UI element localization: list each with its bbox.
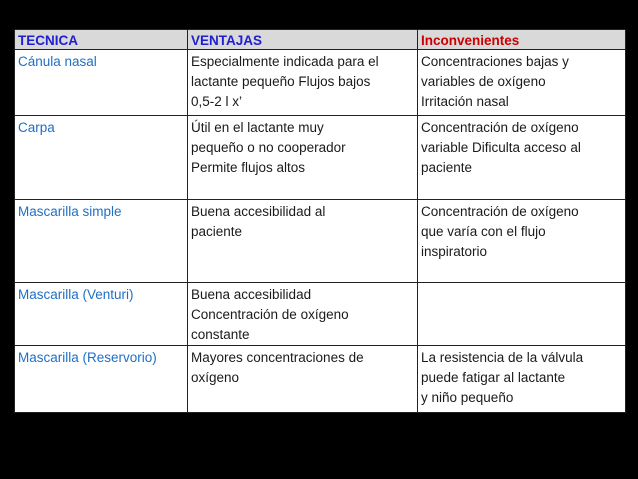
ventajas-line: paciente [191,224,243,239]
cell-tecnica: Carpa [15,116,188,200]
cell-inconvenientes [418,346,626,413]
table-row [15,50,626,116]
inconvenientes-line: puede fatigar al lactante [421,370,566,385]
cell-tecnica: Mascarilla (Reservorio) [15,346,188,413]
inconvenientes-line: Concentración de oxígeno [421,204,579,219]
ventajas-line: lactante pequeño Flujos bajos [191,74,371,89]
ventajas-line: Buena accesibilidad al [191,204,326,219]
table-row [15,200,626,283]
inconvenientes-line: paciente [421,160,473,175]
cell-tecnica: Mascarilla (Venturi) [15,283,188,346]
ventajas-line: Buena accesibilidad [191,287,312,302]
header-tecnica: TECNICA [15,30,188,50]
inconvenientes-line: Irritación nasal [421,94,509,109]
table-row [15,116,626,200]
inconvenientes-line: variable Dificulta acceso al [421,140,581,155]
header-inconvenientes: Inconvenientes [418,30,626,50]
header-ventajas: VENTAJAS [188,30,418,50]
cell-ventajas [188,346,418,413]
table-row [15,283,626,346]
ventajas-line: Permite flujos altos [191,160,306,175]
ventajas-line: Mayores concentraciones de [191,350,364,365]
inconvenientes-line: La resistencia de la válvula [421,350,584,365]
inconvenientes-line: variables de oxígeno [421,74,546,89]
inconvenientes-line: Concentraciones bajas y [421,54,569,69]
inconvenientes-line: que varía con el flujo [421,224,546,239]
cell-ventajas [188,50,418,116]
table-header-row [15,30,626,50]
cell-inconvenientes [418,116,626,200]
inconvenientes-line: Concentración de oxígeno [421,120,579,135]
oxygen-techniques-table [14,29,626,413]
cell-inconvenientes [418,50,626,116]
ventajas-line: pequeño o no cooperador [191,140,346,155]
inconvenientes-line: y niño pequeño [421,390,514,405]
ventajas-line: oxígeno [191,370,240,385]
inconvenientes-line: inspiratorio [421,244,488,259]
ventajas-line: constante [191,327,250,342]
cell-tecnica: Mascarilla simple [15,200,188,283]
ventajas-line: Útil en el lactante muy [191,120,324,135]
cell-ventajas [188,200,418,283]
cell-inconvenientes [418,200,626,283]
cell-inconvenientes [418,283,626,346]
ventajas-line: Concentración de oxígeno [191,307,349,322]
table-row [15,346,626,413]
ventajas-line: Especialmente indicada para el [191,54,379,69]
cell-ventajas [188,283,418,346]
cell-tecnica: Cánula nasal [15,50,188,116]
cell-ventajas [188,116,418,200]
ventajas-line: 0,5-2 l x’ [191,94,243,109]
